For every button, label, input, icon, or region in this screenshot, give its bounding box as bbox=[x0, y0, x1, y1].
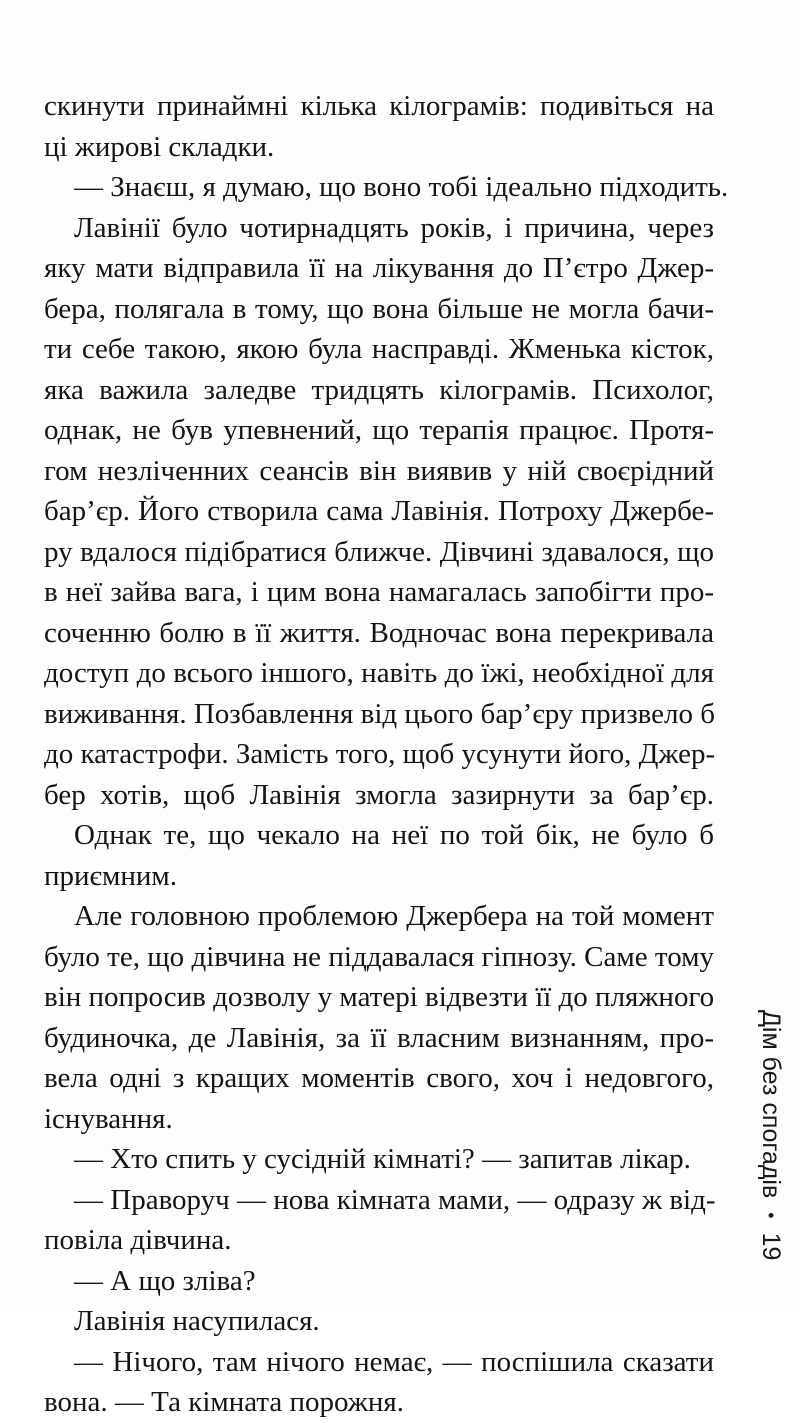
text-line: — Хто спить у сусідній кімнаті? — запитав лікар. bbox=[74, 1143, 691, 1175]
page-number: 19 bbox=[757, 1232, 785, 1261]
text-line: будиночка, де Лавінія, за її власним визнанням, про- bbox=[44, 1021, 714, 1054]
paragraph-7 bbox=[44, 1180, 714, 1261]
text-line: скинути принаймні кілька кілограмів: подивіться на bbox=[44, 90, 714, 122]
text-line: ти себе такою, якою була насправді. Жменька кісток, bbox=[44, 333, 714, 365]
text-line: до катастрофи. Замість того, щоб усунути його, Джер- bbox=[44, 738, 716, 770]
paragraph-8 bbox=[44, 1261, 714, 1302]
text-line: — Нічого, там нічого немає, — поспішила сказати bbox=[74, 1345, 714, 1378]
text-line: бар’єр. Його створила сама Лавінія. Потроху Джербе- bbox=[44, 495, 714, 527]
body-text bbox=[44, 86, 729, 1423]
paragraph-1 bbox=[44, 86, 714, 167]
paragraph-10 bbox=[44, 1342, 714, 1423]
text-line: виживання. Позбавлення від цього бар’єру призвело б bbox=[44, 697, 716, 730]
paragraph-4 bbox=[44, 815, 714, 896]
text-line: вона. — Та кімната порожня. bbox=[44, 1386, 404, 1418]
text-line: ру вдалося підібратися ближче. Дівчині здавалося, що bbox=[44, 535, 714, 568]
text-line: однак, не був упевнений, що терапія працює. Протя- bbox=[44, 414, 714, 446]
text-line: було те, що дівчина не піддавалася гіпнозу. Саме тому bbox=[44, 940, 714, 973]
paragraph-5 bbox=[44, 896, 714, 1139]
text-line: повіла дівчина. bbox=[44, 1224, 232, 1256]
text-line: Лавінія насупилася. bbox=[74, 1305, 320, 1337]
text-line: бера, полягала в тому, що вона більше не могла бачи- bbox=[44, 292, 714, 325]
text-line: Лавінії було чотирнадцять років, і причина, через bbox=[74, 211, 714, 244]
text-line: Але головною проблемою Джербера на той момент bbox=[74, 900, 714, 932]
text-line: він попросив дозволу у матері відвезти її до пляжного bbox=[44, 981, 715, 1013]
running-head bbox=[742, 1010, 798, 1290]
paragraph-3 bbox=[44, 208, 714, 816]
text-line: яка важила заледве тридцять кілограмів. Психолог, bbox=[44, 373, 714, 406]
running-head-content bbox=[756, 1010, 786, 1260]
paragraph-2 bbox=[44, 167, 729, 208]
text-line: бер хотів, щоб Лавінія змогла зазирнути за бар’єр. bbox=[44, 778, 714, 811]
text-line: в неї зайва вага, і цим вона намагалась запобігти про- bbox=[44, 576, 714, 608]
book-title: Дім без спогадів bbox=[757, 1010, 785, 1199]
text-line: існування. bbox=[44, 1102, 173, 1135]
text-line: гом незліченних сеансів він виявив у ній своєрідний bbox=[44, 454, 714, 487]
text-line: приємним. bbox=[44, 859, 177, 892]
text-line: — Праворуч — нова кімната мами, — одразу ж від- bbox=[74, 1183, 716, 1216]
bullet-separator: • bbox=[761, 1212, 781, 1219]
text-line: яку мати відправила її на лікування до П’єтро Джер- bbox=[44, 252, 714, 284]
text-line: вела одні з кращих моментів свого, хоч і недовгого, bbox=[44, 1062, 714, 1094]
paragraph-6 bbox=[44, 1139, 714, 1180]
text-line: соченню болю в її життя. Водночас вона перекривала bbox=[44, 616, 714, 649]
text-line: — А що зліва? bbox=[74, 1264, 256, 1297]
text-line: Однак те, що чекало на неї по той бік, не було б bbox=[74, 819, 714, 851]
text-line: ці жирові складки. bbox=[44, 130, 275, 163]
text-line: доступ до всього іншого, навіть до їжі, необхідної для bbox=[44, 657, 714, 689]
text-line: — Знаєш, я думаю, що воно тобі ідеально підходить. bbox=[74, 171, 729, 203]
paragraph-9 bbox=[44, 1301, 714, 1342]
